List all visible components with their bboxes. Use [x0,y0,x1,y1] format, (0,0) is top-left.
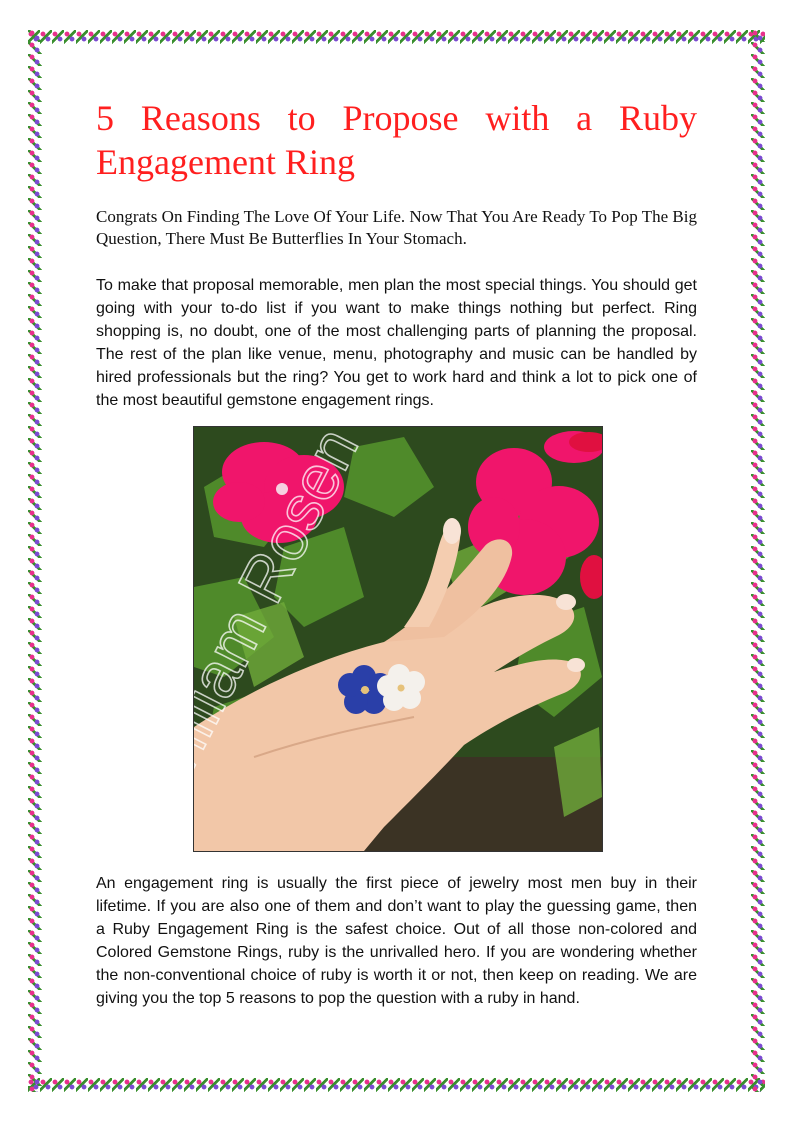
ring-photo [193,426,603,852]
decorative-border-top [28,30,765,44]
body-paragraph-1: To make that proposal memorable, men plan the most special things. You should get going with your to-do list if you want to make things nothing but perfect. Ring shopping is, no doubt, one of the most challenging parts of planning the proposal. The rest of the plan like venue, menu, photography and music can be handled by hired professionals but the ring? You get to work hard and think a lot to pick one of the most beautiful gemstone engagement rings. [96,277,697,409]
document-body [96,96,697,1010]
decorative-border-left [28,30,42,1092]
decorative-border-right [751,30,765,1092]
body-paragraph-2: An engagement ring is usually the first piece of jewelry most men buy in their lifetime. If you are also one of them and don’t want to play the guessing game, then a Ruby Engagement Ring is the safest choice. Out of all those non-colored and Colored Gemstone Rings, ruby is the unrivalled hero. If you are wondering whether the non-conventional choice of ruby is worth it or not, then keep on reading. We are giving you the top 5 reasons to pop the question with a ruby in hand. [96,875,697,1007]
intro-paragraph: Congrats On Finding The Love Of Your Life. Now That You Are Ready To Pop The Big Question, There Must Be Butterflies In Your Stomach. [96,207,697,248]
page-title: 5 Reasons to Propose with a Ruby Engagement Ring [96,98,697,182]
decorative-border-bottom [28,1078,765,1092]
